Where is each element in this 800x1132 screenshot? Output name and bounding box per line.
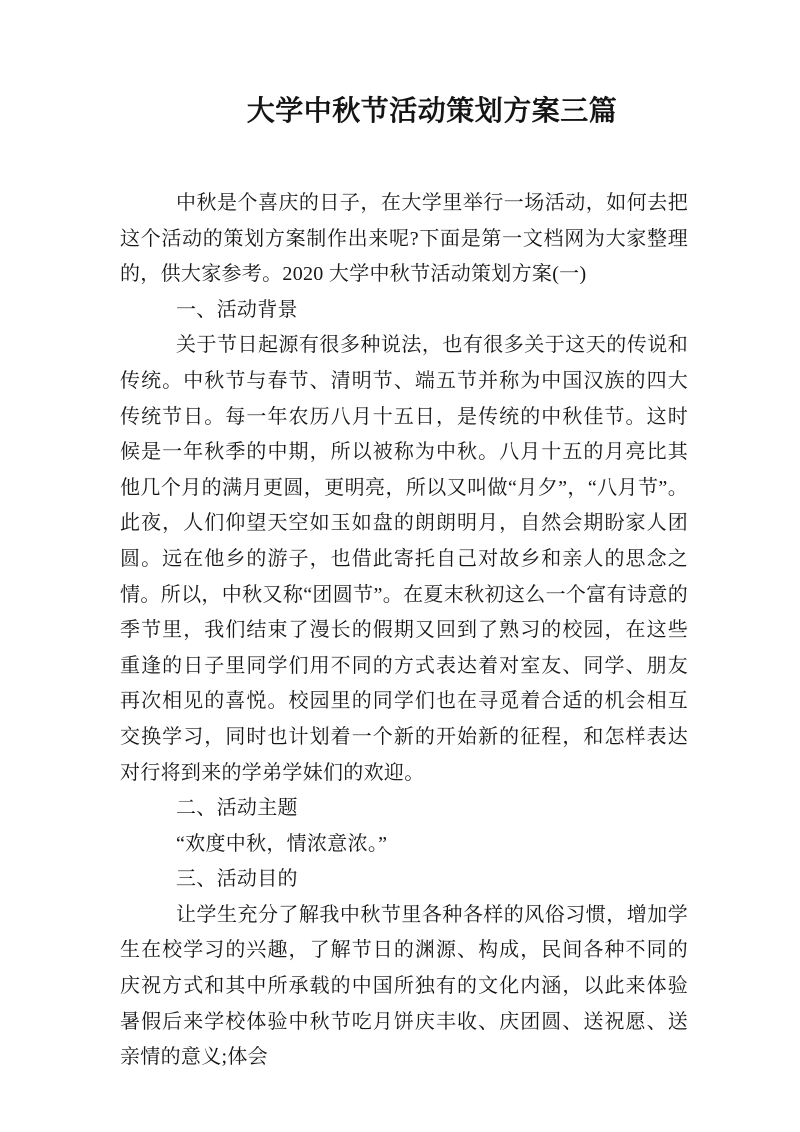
paragraph-activity-background: 关于节日起源有很多种说法，也有很多关于这天的传说和传统。中秋节与春节、清明节、端五节并称为中国汉族的四大传统节日。每一年农历八月十五日，是传统的中秋佳节。这时候是一年秋季的中期，所以被称为中秋。八月十五的月亮比其他几个月的满月更圆，更明亮，所以又叫做“月夕”，“八月节”。此夜，人们仰望天空如玉如盘的朗朗明月，自然会期盼家人团圆。远在他乡的游子，也借此寄托自己对故乡和亲人的思念之情。所以，中秋又称“团圆节”。在夏末秋初这么一个富有诗意的季节里，我们结束了漫长的假期又回到了熟习的校园，在这些重逢的日子里同学们用不同的方式表达着对室友、同学、朋友再次相见的喜悦。校园里的同学们也在寻觅着合适的机会相互交换学习，同时也计划着一个新的开始新的征程，和怎样表达对行将到来的学弟学妹们的欢迎。	[120, 334, 688, 784]
paragraph-heading-activity-background: 一、活动背景	[176, 298, 298, 321]
paragraph-intro: 中秋是个喜庆的日子，在大学里举行一场活动，如何去把这个活动的策划方案制作出来呢?下面是第一文档网为大家整理的，供大家参考。2020 大学中秋节活动策划方案(一)	[120, 192, 688, 286]
paragraph-heading-activity-theme: 二、活动主题	[176, 797, 298, 820]
document-body	[120, 186, 688, 1076]
paragraph-activity-purpose: 让学生充分了解我中秋节里各种各样的风俗习惯，增加学生在校学习的兴趣，了解节日的渊源、构成，民间各种不同的庆祝方式和其中所承载的中国所独有的文化内涵，以此来体验暑假后来学校体验中秋节吃月饼庆丰收、庆团圆、送祝愿、送亲情的意义;体会	[120, 903, 688, 1069]
paragraph-activity-theme: “欢度中秋，情浓意浓。”	[176, 832, 388, 855]
document-title: 大学中秋节活动策划方案三篇	[246, 96, 618, 127]
paragraph-heading-activity-purpose: 三、活动目的	[176, 868, 298, 891]
